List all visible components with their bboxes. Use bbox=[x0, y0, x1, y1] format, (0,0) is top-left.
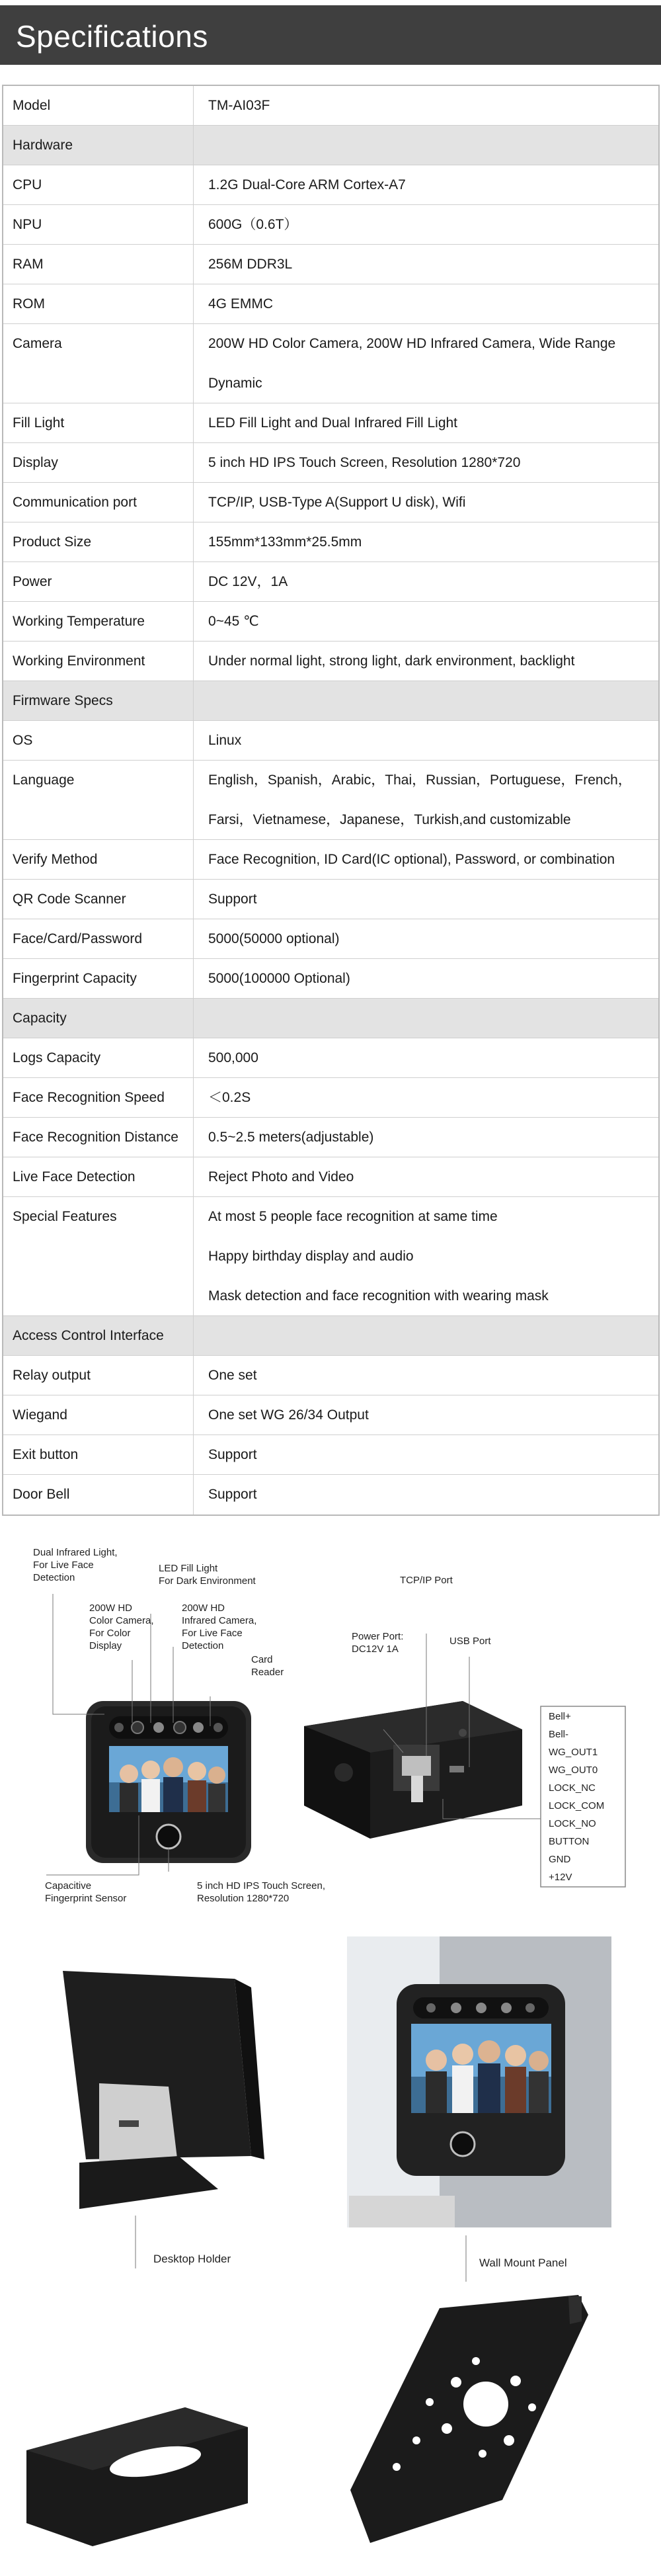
label-desktop-holder: Desktop Holder bbox=[153, 2253, 231, 2265]
spec-value-line: 1.2G Dual-Core ARM Cortex-A7 bbox=[208, 177, 406, 192]
spec-value bbox=[194, 840, 658, 879]
spec-row bbox=[3, 562, 658, 602]
spec-key: Fill Light bbox=[3, 403, 194, 442]
spec-row bbox=[3, 443, 658, 483]
spec-row bbox=[3, 205, 658, 245]
spec-key: Face/Card/Password bbox=[3, 919, 194, 958]
spec-key: Live Face Detection bbox=[3, 1157, 194, 1196]
front-device-illustration bbox=[86, 1701, 251, 1863]
spec-key: Capacity bbox=[3, 999, 194, 1038]
pin-item: Bell+ bbox=[549, 1711, 571, 1722]
pin-item: WG_OUT0 bbox=[549, 1765, 598, 1776]
pin-list bbox=[549, 1708, 604, 1886]
spec-value-line: 5000(100000 Optional) bbox=[208, 971, 350, 986]
spec-value bbox=[194, 999, 658, 1038]
pin-item: BUTTON bbox=[549, 1836, 590, 1847]
spec-value bbox=[194, 1078, 658, 1117]
spec-row bbox=[3, 919, 658, 959]
spec-key: Wiegand bbox=[3, 1395, 194, 1434]
photos-artwork bbox=[0, 1925, 661, 2576]
spec-key: Model bbox=[3, 86, 194, 125]
spec-key: QR Code Scanner bbox=[3, 880, 194, 919]
spec-value bbox=[194, 245, 658, 284]
spec-value bbox=[194, 1316, 658, 1355]
spec-value bbox=[194, 403, 658, 442]
spec-key: Exit button bbox=[3, 1435, 194, 1474]
spec-section-row bbox=[3, 1316, 658, 1356]
spec-value bbox=[194, 126, 658, 165]
spec-key: Verify Method bbox=[3, 840, 194, 879]
spec-key: ROM bbox=[3, 284, 194, 323]
spec-value-line: Reject Photo and Video bbox=[208, 1169, 354, 1184]
spec-value-line: One set bbox=[208, 1368, 257, 1383]
spec-value-line: 500,000 bbox=[208, 1050, 258, 1065]
label-color-camera: 200W HD Color Camera, For Color Display bbox=[89, 1602, 154, 1651]
spec-value bbox=[194, 1197, 658, 1315]
label-screen: 5 inch HD IPS Touch Screen, Resolution 1280*720 bbox=[197, 1880, 325, 1904]
spec-row bbox=[3, 1435, 658, 1475]
spec-row bbox=[3, 165, 658, 205]
spec-row bbox=[3, 1395, 658, 1435]
spec-value bbox=[194, 205, 658, 244]
spec-value-line: Farsi，Vietnamese，Japanese，Turkish,and customizable bbox=[208, 812, 571, 827]
spec-key: Camera bbox=[3, 324, 194, 403]
pin-item: GND bbox=[549, 1854, 571, 1865]
spec-value bbox=[194, 165, 658, 204]
spec-row bbox=[3, 1356, 658, 1395]
spec-value bbox=[194, 602, 658, 641]
spec-value bbox=[194, 443, 658, 482]
label-power-port: Power Port: DC12V 1A bbox=[352, 1631, 404, 1655]
label-card-reader: Card Reader bbox=[251, 1654, 284, 1678]
title-bar bbox=[0, 5, 661, 65]
pin-item: +12V bbox=[549, 1872, 572, 1883]
spec-value bbox=[194, 1435, 658, 1474]
page-title: Specifications bbox=[16, 19, 208, 54]
spec-row bbox=[3, 840, 658, 880]
spec-key: Special Features bbox=[3, 1197, 194, 1315]
spec-row bbox=[3, 522, 658, 562]
spec-key: Fingerprint Capacity bbox=[3, 959, 194, 998]
spec-table bbox=[2, 85, 660, 1516]
spec-key: Language bbox=[3, 761, 194, 839]
wall-mount-panel-photo bbox=[350, 2295, 588, 2543]
spec-value-line: Support bbox=[208, 892, 257, 907]
spec-value-line: 0.5~2.5 meters(adjustable) bbox=[208, 1130, 374, 1145]
spec-key: Face Recognition Speed bbox=[3, 1078, 194, 1117]
spec-section-row bbox=[3, 126, 658, 165]
device-diagram bbox=[0, 1528, 661, 1925]
spec-value-line: Dynamic bbox=[208, 376, 262, 391]
spec-row bbox=[3, 959, 658, 999]
spec-row bbox=[3, 86, 658, 126]
spec-row bbox=[3, 880, 658, 919]
spec-value bbox=[194, 959, 658, 998]
spec-value-line: TCP/IP, USB-Type A(Support U disk), Wifi bbox=[208, 495, 466, 510]
label-led-fill: LED Fill Light For Dark Environment bbox=[159, 1563, 256, 1587]
spec-value bbox=[194, 483, 658, 522]
spec-row bbox=[3, 1118, 658, 1157]
pin-item: WG_OUT1 bbox=[549, 1747, 598, 1758]
spec-value-line: 256M DDR3L bbox=[208, 257, 293, 272]
spec-value-line: One set WG 26/34 Output bbox=[208, 1407, 369, 1423]
spec-value-line: Mask detection and face recognition with wearing mask bbox=[208, 1288, 549, 1304]
spec-key: Door Bell bbox=[3, 1475, 194, 1515]
spec-value bbox=[194, 761, 658, 839]
spec-value-line: 200W HD Color Camera, 200W HD Infrared Camera, Wide Range bbox=[208, 336, 616, 351]
desktop-device-photo bbox=[63, 1971, 264, 2209]
spec-row bbox=[3, 284, 658, 324]
spec-key: Hardware bbox=[3, 126, 194, 165]
spec-value bbox=[194, 919, 658, 958]
spec-row bbox=[3, 483, 658, 522]
pin-item: LOCK_NC bbox=[549, 1782, 596, 1794]
spec-value bbox=[194, 880, 658, 919]
spec-value bbox=[194, 1118, 658, 1157]
spec-key: Access Control Interface bbox=[3, 1316, 194, 1355]
spec-row bbox=[3, 721, 658, 761]
spec-value-line: English，Spanish，Arabic，Thai，Russian，Portuguese，French， bbox=[208, 772, 632, 788]
spec-value-line: Happy birthday display and audio bbox=[208, 1249, 414, 1264]
spec-value bbox=[194, 522, 658, 561]
pin-item: LOCK_NO bbox=[549, 1818, 596, 1829]
spec-section-row bbox=[3, 999, 658, 1038]
spec-key: Firmware Specs bbox=[3, 681, 194, 720]
back-device-illustration bbox=[304, 1701, 522, 1839]
pin-item: Bell- bbox=[549, 1729, 569, 1740]
spec-value-line: 155mm*133mm*25.5mm bbox=[208, 534, 362, 550]
spec-key: Product Size bbox=[3, 522, 194, 561]
spec-value bbox=[194, 1038, 658, 1077]
spec-row bbox=[3, 1078, 658, 1118]
spec-key: Face Recognition Distance bbox=[3, 1118, 194, 1157]
spec-value bbox=[194, 1395, 658, 1434]
spec-value-line: 5000(50000 optional) bbox=[208, 931, 340, 946]
label-usb-port: USB Port bbox=[449, 1636, 491, 1647]
spec-value-line: 0~45 ℃ bbox=[208, 614, 259, 629]
label-infrared-camera: 200W HD Infrared Camera, For Live Face Detection bbox=[182, 1602, 257, 1651]
spec-value-line: Under normal light, strong light, dark environment, backlight bbox=[208, 653, 575, 669]
spec-key: Working Temperature bbox=[3, 602, 194, 641]
spec-value bbox=[194, 86, 658, 125]
spec-key: Working Environment bbox=[3, 642, 194, 681]
spec-value-line: ＜0.2S bbox=[208, 1090, 251, 1105]
pin-item: LOCK_COM bbox=[549, 1800, 605, 1811]
spec-row bbox=[3, 1475, 658, 1515]
spec-key: RAM bbox=[3, 245, 194, 284]
spec-value bbox=[194, 642, 658, 681]
spec-key: Logs Capacity bbox=[3, 1038, 194, 1077]
spec-key: Communication port bbox=[3, 483, 194, 522]
spec-row bbox=[3, 245, 658, 284]
spec-value bbox=[194, 681, 658, 720]
spec-value bbox=[194, 721, 658, 760]
spec-row bbox=[3, 403, 658, 443]
spec-value-line: 5 inch HD IPS Touch Screen, Resolution 1280*720 bbox=[208, 455, 521, 470]
spec-value-line: 4G EMMC bbox=[208, 296, 274, 312]
spec-value bbox=[194, 1475, 658, 1515]
spec-value-line: Support bbox=[208, 1487, 257, 1502]
spec-value-line: Linux bbox=[208, 733, 242, 748]
spec-value-line: 600G（0.6T） bbox=[208, 217, 298, 232]
label-dual-infrared: Dual Infrared Light, For Live Face Detection bbox=[33, 1547, 118, 1583]
spec-row bbox=[3, 642, 658, 681]
mounting-photos bbox=[0, 1925, 661, 2576]
spec-value bbox=[194, 1157, 658, 1196]
spec-row bbox=[3, 1197, 658, 1316]
spec-key: OS bbox=[3, 721, 194, 760]
spec-row bbox=[3, 761, 658, 840]
spec-value-line: DC 12V，1A bbox=[208, 574, 288, 589]
spec-value bbox=[194, 324, 658, 403]
spec-row bbox=[3, 1157, 658, 1197]
spec-key: Display bbox=[3, 443, 194, 482]
spec-value-line: Support bbox=[208, 1447, 257, 1462]
spec-row bbox=[3, 1038, 658, 1078]
spec-row bbox=[3, 602, 658, 642]
wall-device-photo bbox=[347, 1936, 611, 2227]
desktop-holder-photo bbox=[26, 2407, 248, 2546]
spec-value-line: At most 5 people face recognition at same time bbox=[208, 1209, 498, 1224]
spec-value bbox=[194, 284, 658, 323]
spec-key: Relay output bbox=[3, 1356, 194, 1395]
spec-value-line: Face Recognition, ID Card(IC optional), Password, or combination bbox=[208, 852, 615, 867]
spec-row bbox=[3, 324, 658, 403]
label-fingerprint: Capacitive Fingerprint Sensor bbox=[45, 1880, 127, 1904]
label-tcpip-port: TCP/IP Port bbox=[400, 1575, 453, 1586]
spec-value-line: LED Fill Light and Dual Infrared Fill Light bbox=[208, 415, 458, 431]
spec-key: NPU bbox=[3, 205, 194, 244]
spec-value bbox=[194, 1356, 658, 1395]
spec-value bbox=[194, 562, 658, 601]
spec-section-row bbox=[3, 681, 658, 721]
spec-key: CPU bbox=[3, 165, 194, 204]
spec-key: Power bbox=[3, 562, 194, 601]
spec-value-line: TM-AI03F bbox=[208, 98, 270, 113]
label-wall-mount-panel: Wall Mount Panel bbox=[479, 2257, 567, 2269]
